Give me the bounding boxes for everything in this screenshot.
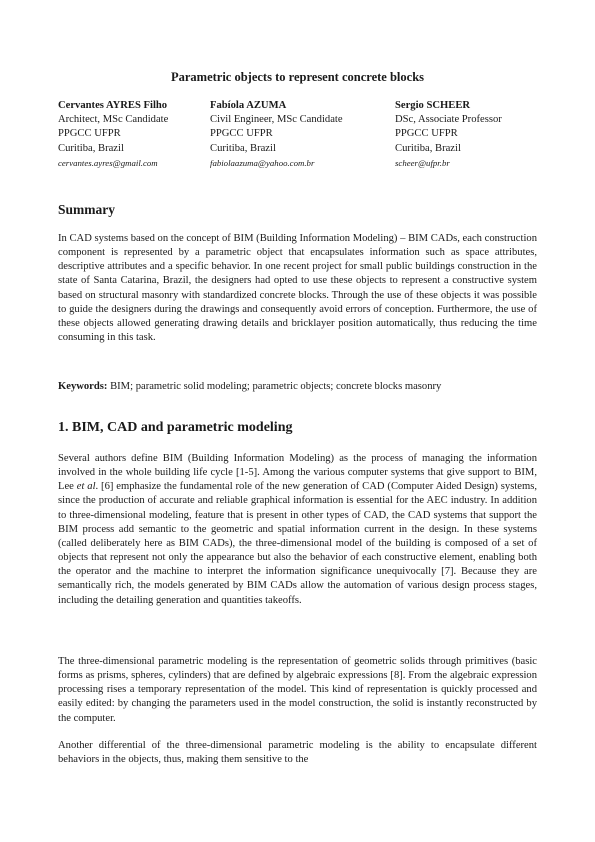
author-org: PPGCC UFPR [210,128,273,140]
paragraph-text: . [6] emphasize the fundamental role of the new generation of CAD (Computer Aided Design) systems, since the production of accurate and reliable graphical information is essential for the AEC industry. In addition to three-dimensional modeling, feature that is present in other types of CAD, the CAD systems that support the BIM process add semantic to the geometric and spatial information current in the design. In these systems (called deliberately here as BIM CADs), the three-dimensional model of the building is composed of a set of objects that represent not only the appearance but also the behavior of each constructive element, enabling both the operator and the machine to interpret the information significance unequivocally [7]. Because they are semantically rich, the models generated by BIM CADs allow the automation of various design process stages, including the detailing generation and quantities takeoffs. [58,481,537,606]
paper-title: Parametric objects to represent concrete blocks [170,70,425,84]
author-email: fabiolaazuma@yahoo.com.br [210,157,315,168]
author-city: Curitiba, Brazil [58,142,124,154]
keywords-paragraph [58,380,537,394]
et-al-text: et al [76,481,96,493]
summary-heading: Summary [58,202,115,217]
author-name: Sergio SCHEER [395,100,471,111]
author-role: Civil Engineer, MSc Candidate [210,114,343,126]
author-city: Curitiba, Brazil [210,142,276,154]
paragraph-text: Several authors define BIM (Building Information Modeling) as the process of managing the information involved in the whole building life cycle [1-5]. Among the various computer systems that give support to BIM, Lee [58,453,537,493]
author-org: PPGCC UFPR [395,128,458,140]
keywords-label: Keywords: [58,381,108,392]
author-email: scheer@ufpr.br [395,157,450,168]
author-org: PPGCC UFPR [58,128,121,140]
author-role: DSc, Associate Professor [395,114,502,126]
author-2 [210,99,343,170]
body-paragraph-2: The three-dimensional parametric modeling is the representation of geometric solids through primitives (basic forms as prisms, spheres, cylinders) that are defined by algebraic expressions [8]. From the algebraic expression processing rises a temporary representation of the model. This kind of representation is quickly processed and easily edited: by changing the parameters used in the model construction, the solid is instantly reconstructed by the computer. [58,656,537,724]
body-paragraph-1 [58,452,537,608]
author-role: Architect, MSc Candidate [58,114,169,126]
section-heading: 1. BIM, CAD and parametric modeling [58,420,293,435]
author-name: Cervantes AYRES Filho [58,100,168,111]
summary-paragraph: In CAD systems based on the concept of BIM (Building Information Modeling) – BIM CADs, each construction component is represented by a parametric object that encapsulates information such as space attributes, descriptive attributes and a specific behavior. In one recent project for small public buildings construction in the state of Santa Catarina, Brazil, the designers had opted to use these objects to represent a constructive system based on structural masonry with standardized concrete blocks. Through the use of these objects it was possible to guide the designers during the drawings and consequently avoid errors of conception. Furthermore, the use of these objects allowed generating drawing details and bricklayer position automatically, thus reducing the time consuming in this task. [58,233,537,344]
keywords-text: BIM; parametric solid modeling; parametric objects; concrete blocks masonry [107,381,442,392]
author-city: Curitiba, Brazil [395,142,461,154]
body-paragraph-3: Another differential of the three-dimensional parametric modeling is the ability to encapsulate different behaviors in the objects, thus, making them sensitive to the [58,740,537,766]
author-3 [395,99,502,170]
author-email: cervantes.ayres@gmail.com [58,157,158,168]
author-name: Fabíola AZUMA [210,100,287,111]
author-1 [58,99,168,170]
